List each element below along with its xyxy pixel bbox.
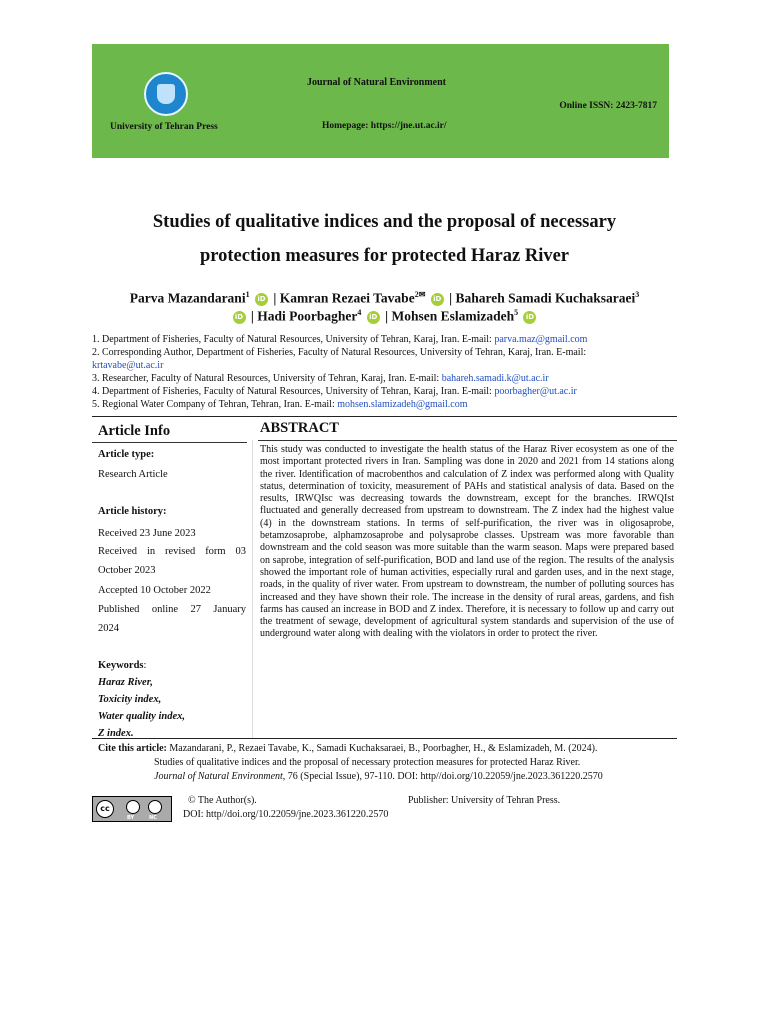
journal-header-banner: [92, 44, 669, 158]
keywords-label: Keywords:: [98, 660, 147, 671]
author-name: Bahareh Samadi Kuchaksaraei: [455, 290, 636, 306]
author-line-1: Parva Mazandarani$^1$ iD | Kamran Rezaei Tavabe$^{2✉}$ iD | Bahareh Samadi Kuchaksaraei$^3$: [129, 290, 640, 306]
article-info-heading: Article Info: [98, 423, 171, 439]
journal-homepage[interactable]: Homepage: https://jne.ut.ac.ir/: [322, 121, 447, 131]
author-name: Hadi Poorbagher: [257, 308, 358, 324]
keyword-item: Toxicity index,: [98, 694, 162, 705]
column-divider: [252, 440, 253, 738]
author-name: Parva Mazandarani: [129, 290, 246, 306]
affiliation-item-continued: [92, 359, 677, 372]
logo-emblem-icon: [157, 84, 175, 104]
journal-title: Journal of Natural Environment: [307, 77, 446, 88]
doi-link[interactable]: DOI: http//doi.org/10.22059/jne.2023.361220.2570: [183, 809, 389, 820]
email-link[interactable]: bahareh.samadi.k@ut.ac.ir: [441, 373, 549, 384]
article-info-divider: [92, 442, 247, 443]
published-date-line-2: 2024: [98, 623, 119, 634]
abstract-heading: ABSTRACT: [260, 420, 339, 436]
keyword-item: Z index.: [98, 728, 134, 739]
orcid-icon[interactable]: iD: [255, 293, 268, 306]
abstract-divider: [258, 440, 677, 441]
citation-journal: Journal of Natural Environment: [154, 771, 283, 782]
author-name: Kamran Rezaei Tavabe: [279, 290, 415, 306]
paper-title-line-1: Studies of qualitative indices and the proposal of necessary: [152, 212, 617, 232]
affiliation-item: 4. Department of Fisheries, Faculty of Natural Resources, University of Tehran, Karaj, Iran. E-mail: poorbagher@ut.ac.ir: [92, 386, 577, 397]
article-history-label: Article history:: [98, 506, 167, 517]
affiliation-item: 5. Regional Water Company of Tehran, Tehran, Iran. E-mail: mohsen.slamizadeh@gmail.com: [92, 399, 468, 410]
affiliations-list: [92, 333, 677, 411]
keyword-item: Water quality index,: [98, 711, 186, 722]
published-date-line-1: Published online 27 January: [98, 604, 246, 615]
online-issn: Online ISSN: 2423-7817: [559, 101, 657, 111]
university-name: University of Tehran Press: [110, 122, 218, 132]
paper-title-line-2: protection measures for protected Haraz River: [199, 246, 570, 266]
cc-by-nc-license-badge[interactable]: cc BY NC: [92, 796, 172, 822]
orcid-icon[interactable]: iD: [523, 311, 536, 324]
affiliation-item: 2. Corresponding Author, Department of Fisheries, Faculty of Natural Resources, University of Tehran, Karaj, Iran. E-mail:: [92, 347, 587, 358]
article-type-label: Article type:: [98, 449, 155, 460]
email-link[interactable]: krtavabe@ut.ac.ir: [92, 360, 164, 371]
author-name: Mohsen Eslamizadeh: [391, 308, 515, 324]
abstract-text: This study was conducted to investigate the health status of the Haraz River ecosystem as one of the most important protected rivers in Iran. Sampling was done in 2020 and 2021 from 14 stations along the river. Identification of macrobenthos and calculation of Z index was performed along with Quality status, determination of toxicity, measurement of PAHs and statistical analysis of data. Based on the results, IRWQIsc was decreasing towards the downstream, except for the branches. IRWQIst fluctuated and generally decreased from upstream to downstream. The Z index had the highest value (4) in the downstream stations. In terms of self-purification, the river was in oligosaprobe, betamzosaprobe, alphamzosaprobe and polysaprobe classes. Upstream was more favorable than downstream and the cold season was more suitable than the warm season. Maps were prepared based on saprobe, integration of self-purification, BOD and land use of the region. The results of the analysis showed the important role of human activities, especially rural and garden uses, and in the next stage, roads, in the quality of river water. From upstream to downstream, the number of polluting sources has increased and they have shown their role. The increase in the density of rural areas, gardens, and fish farms has caused an increase in BOD and Z index. Therefore, it is necessary to follow up and carry out the treatment of sewage, development of agricultural system standards and supervision of the use of underground water along with dealing with the violators in order to protect the river.: [260, 444, 674, 640]
citation-label: Cite this article:: [98, 743, 167, 754]
email-link[interactable]: parva.maz@gmail.com: [494, 334, 588, 345]
keyword-item: Haraz River,: [98, 677, 153, 688]
orcid-icon[interactable]: iD: [367, 311, 380, 324]
article-type-value: Research Article: [98, 469, 168, 480]
affiliation-item: 1. Department of Fisheries, Faculty of Natural Resources, University of Tehran, Karaj, Iran. E-mail: parva.maz@gmail.com: [92, 334, 588, 345]
section-divider: [92, 416, 677, 417]
orcid-icon[interactable]: iD: [431, 293, 444, 306]
email-link[interactable]: mohsen.slamizadeh@gmail.com: [337, 399, 468, 410]
cc-icon: cc: [96, 800, 114, 818]
university-logo: [144, 72, 188, 116]
affiliation-item: 3. Researcher, Faculty of Natural Resources, University of Tehran, Karaj, Iran. E-mail: bahareh.samadi.k@ut.ac.ir: [92, 373, 549, 384]
accepted-date: Accepted 10 October 2022: [98, 585, 211, 596]
revised-date-line-2: October 2023: [98, 565, 156, 576]
author-line-2: iD | Hadi Poorbagher$^4$ iD | Mohsen Eslamizadeh$^5$ iD: [92, 303, 677, 326]
orcid-icon[interactable]: iD: [233, 311, 246, 324]
citation-divider: [92, 738, 677, 739]
revised-date-line-1: Received in revised form 03: [98, 546, 246, 557]
publisher-notice: Publisher: University of Tehran Press.: [408, 795, 561, 806]
copyright-notice: © The Author(s).: [188, 795, 257, 806]
noncommercial-icon: [148, 800, 162, 814]
received-date: Received 23 June 2023: [98, 528, 196, 539]
citation-block: Cite this article: Mazandarani, P., Rezaei Tavabe, K., Samadi Kuchaksaraei, B., Poorbagher, H., & Eslamizadeh, M. (2024). Studies of qualitative indices and the proposal of necessary protection measures for protected Haraz River. Journal of Natural Environment, 76 (Special Issue), 97-110. DOI: http//doi.org/10.22059/jne.2023.361220.2570: [98, 743, 603, 782]
attribution-icon: [126, 800, 140, 814]
email-link[interactable]: poorbagher@ut.ac.ir: [494, 386, 577, 397]
